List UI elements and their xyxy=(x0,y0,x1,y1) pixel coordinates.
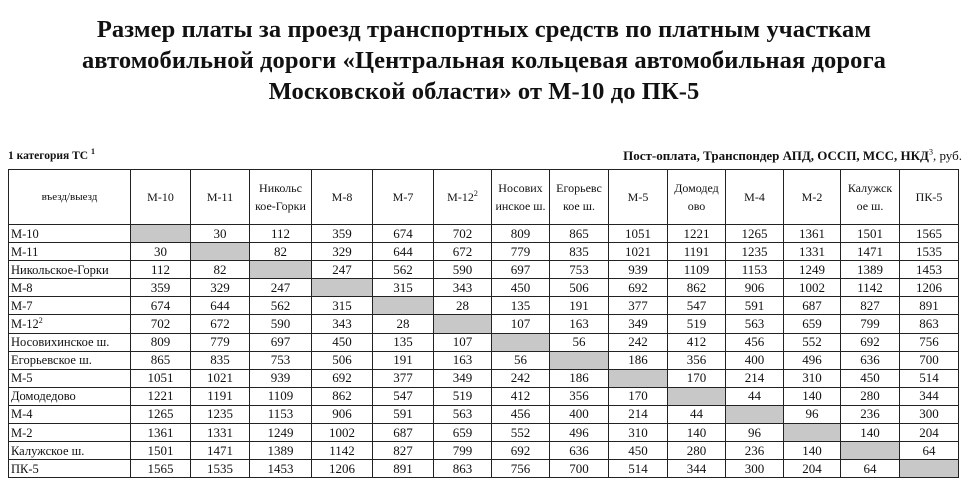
fare-cell: 906 xyxy=(312,405,373,423)
row-header-label: Домодедово xyxy=(11,389,76,404)
fare-cell: 140 xyxy=(784,387,841,405)
fare-cell: 865 xyxy=(550,225,609,243)
diagonal-cell xyxy=(841,442,900,460)
column-header-label: М-11 xyxy=(206,190,234,204)
fare-cell: 519 xyxy=(668,315,726,333)
fare-cell: 862 xyxy=(312,387,373,405)
table-row xyxy=(9,387,959,405)
fare-cell: 519 xyxy=(434,387,492,405)
diagonal-cell xyxy=(492,333,550,351)
fare-cell: 552 xyxy=(492,424,550,442)
fare-cell: 591 xyxy=(726,297,784,315)
row-header-label: М-8 xyxy=(11,280,33,295)
column-header-label: Никольс кое-Горки xyxy=(255,181,306,213)
fare-cell: 809 xyxy=(492,225,550,243)
row-header xyxy=(9,442,131,460)
column-header-label: М-2 xyxy=(801,190,823,204)
fare-cell: 891 xyxy=(900,297,959,315)
fare-cell: 247 xyxy=(250,279,312,297)
fare-cell: 1206 xyxy=(900,279,959,297)
fare-cell: 674 xyxy=(131,297,191,315)
fare-cell: 82 xyxy=(191,261,250,279)
fare-cell: 191 xyxy=(550,297,609,315)
fare-cell: 753 xyxy=(250,351,312,369)
fare-cell: 343 xyxy=(434,279,492,297)
fare-cell: 939 xyxy=(250,369,312,387)
fare-cell: 214 xyxy=(726,369,784,387)
column-header-footnote: 2 xyxy=(473,189,478,198)
fare-cell: 356 xyxy=(668,351,726,369)
fare-cell: 862 xyxy=(668,279,726,297)
fare-cell: 191 xyxy=(373,351,434,369)
table-row xyxy=(9,351,959,369)
fare-cell: 236 xyxy=(726,442,784,460)
row-header xyxy=(9,351,131,369)
fare-cell: 343 xyxy=(312,315,373,333)
fare-cell: 891 xyxy=(373,460,434,478)
fare-cell: 135 xyxy=(373,333,434,351)
column-header-label: М-5 xyxy=(627,190,649,204)
column-header-label: Домодед ово xyxy=(674,181,719,213)
diagonal-cell xyxy=(668,387,726,405)
fare-cell: 1002 xyxy=(312,424,373,442)
fare-cell: 1265 xyxy=(131,405,191,423)
fare-cell: 30 xyxy=(191,225,250,243)
vehicle-category xyxy=(8,147,95,162)
fare-cell: 1249 xyxy=(250,424,312,442)
fare-cell: 1109 xyxy=(668,261,726,279)
row-header-label: М-4 xyxy=(11,407,33,422)
column-header-label: М-12 xyxy=(447,190,474,204)
column-header xyxy=(784,170,841,225)
table-row xyxy=(9,261,959,279)
row-header xyxy=(9,279,131,297)
fare-cell: 496 xyxy=(550,424,609,442)
fare-cell: 1021 xyxy=(609,243,668,261)
row-header xyxy=(9,315,131,333)
fare-cell: 450 xyxy=(312,333,373,351)
row-header xyxy=(9,243,131,261)
category-label: 1 категория ТС xyxy=(8,150,89,162)
table-row xyxy=(9,333,959,351)
category-footnote: 1 xyxy=(90,147,95,157)
fare-cell: 835 xyxy=(550,243,609,261)
fare-cell: 242 xyxy=(492,369,550,387)
fare-cell: 1051 xyxy=(609,225,668,243)
fare-cell: 1153 xyxy=(726,261,784,279)
column-header xyxy=(131,170,191,225)
fare-cell: 1021 xyxy=(191,369,250,387)
row-header xyxy=(9,225,131,243)
fare-cell: 344 xyxy=(668,460,726,478)
column-header xyxy=(668,170,726,225)
row-header xyxy=(9,261,131,279)
diagonal-cell xyxy=(312,279,373,297)
fare-cell: 1565 xyxy=(900,225,959,243)
fare-cell: 140 xyxy=(668,424,726,442)
fare-cell: 809 xyxy=(131,333,191,351)
fare-cell: 552 xyxy=(784,333,841,351)
fare-cell: 140 xyxy=(784,442,841,460)
fare-cell: 1331 xyxy=(191,424,250,442)
fare-cell: 1535 xyxy=(900,243,959,261)
fare-cell: 692 xyxy=(609,279,668,297)
fare-cell: 140 xyxy=(841,424,900,442)
fare-cell: 107 xyxy=(492,315,550,333)
page-title xyxy=(0,14,968,107)
fare-cell: 563 xyxy=(726,315,784,333)
row-header xyxy=(9,387,131,405)
fare-cell: 412 xyxy=(668,333,726,351)
fare-cell: 64 xyxy=(900,442,959,460)
fare-cell: 514 xyxy=(900,369,959,387)
table-row xyxy=(9,315,959,333)
fare-cell: 700 xyxy=(550,460,609,478)
fare-cell: 310 xyxy=(609,424,668,442)
fare-cell: 547 xyxy=(373,387,434,405)
fare-cell: 590 xyxy=(434,261,492,279)
fare-cell: 1249 xyxy=(784,261,841,279)
fare-cell: 562 xyxy=(373,261,434,279)
column-header-label: М-4 xyxy=(744,190,765,204)
row-header xyxy=(9,405,131,423)
fare-cell: 697 xyxy=(250,333,312,351)
row-header-label: Носовихинское ш. xyxy=(11,335,110,350)
fare-cell: 280 xyxy=(841,387,900,405)
fare-cell: 163 xyxy=(550,315,609,333)
fare-cell: 547 xyxy=(668,297,726,315)
fare-cell: 1565 xyxy=(131,460,191,478)
fare-cell: 1002 xyxy=(784,279,841,297)
fare-cell: 644 xyxy=(373,243,434,261)
fare-cell: 242 xyxy=(609,333,668,351)
fare-cell: 906 xyxy=(726,279,784,297)
fare-cell: 939 xyxy=(609,261,668,279)
fare-cell: 591 xyxy=(373,405,434,423)
fare-cell: 82 xyxy=(250,243,312,261)
fare-cell: 112 xyxy=(250,225,312,243)
fare-cell: 659 xyxy=(784,315,841,333)
fare-cell: 300 xyxy=(726,460,784,478)
diagonal-cell xyxy=(434,315,492,333)
row-header xyxy=(9,297,131,315)
diagonal-cell xyxy=(373,297,434,315)
tariff-table xyxy=(8,169,959,478)
table-row xyxy=(9,243,959,261)
fare-cell: 1361 xyxy=(784,225,841,243)
table-header-row xyxy=(9,170,959,225)
row-header-label: М-12 xyxy=(11,317,39,332)
row-header-label: Калужское ш. xyxy=(11,443,85,458)
fare-cell: 236 xyxy=(841,405,900,423)
fare-cell: 1389 xyxy=(250,442,312,460)
fare-cell: 1142 xyxy=(841,279,900,297)
fare-cell: 96 xyxy=(784,405,841,423)
fare-cell: 186 xyxy=(550,369,609,387)
fare-cell: 310 xyxy=(784,369,841,387)
column-header-label: М-10 xyxy=(147,190,174,204)
table-row xyxy=(9,369,959,387)
fare-cell: 30 xyxy=(131,243,191,261)
fare-cell: 636 xyxy=(841,351,900,369)
fare-cell: 359 xyxy=(312,225,373,243)
diagonal-cell xyxy=(609,369,668,387)
fare-cell: 863 xyxy=(900,315,959,333)
fare-cell: 1535 xyxy=(191,460,250,478)
fare-cell: 779 xyxy=(191,333,250,351)
payment-unit: , руб. xyxy=(932,148,962,163)
title-line-1: Размер платы за проезд транспортных средств по платным участкам xyxy=(96,16,872,43)
fare-cell: 692 xyxy=(312,369,373,387)
fare-cell: 56 xyxy=(550,333,609,351)
fare-cell: 1221 xyxy=(668,225,726,243)
fare-cell: 702 xyxy=(131,315,191,333)
fare-cell: 214 xyxy=(609,405,668,423)
row-header-label: М-7 xyxy=(11,298,33,313)
fare-cell: 496 xyxy=(784,351,841,369)
diagonal-cell xyxy=(550,351,609,369)
fare-cell: 96 xyxy=(726,424,784,442)
fare-cell: 135 xyxy=(492,297,550,315)
column-header xyxy=(191,170,250,225)
payment-method xyxy=(623,148,962,164)
fare-cell: 700 xyxy=(900,351,959,369)
fare-cell: 44 xyxy=(668,405,726,423)
fare-cell: 865 xyxy=(131,351,191,369)
fare-cell: 356 xyxy=(550,387,609,405)
fare-cell: 590 xyxy=(250,315,312,333)
fare-cell: 400 xyxy=(550,405,609,423)
fare-cell: 692 xyxy=(492,442,550,460)
fare-cell: 412 xyxy=(492,387,550,405)
fare-cell: 687 xyxy=(373,424,434,442)
table-row xyxy=(9,424,959,442)
fare-cell: 562 xyxy=(250,297,312,315)
table-row xyxy=(9,279,959,297)
fare-cell: 163 xyxy=(434,351,492,369)
table-row xyxy=(9,405,959,423)
fare-cell: 64 xyxy=(841,460,900,478)
diagonal-cell xyxy=(191,243,250,261)
fare-cell: 112 xyxy=(131,261,191,279)
fare-cell: 756 xyxy=(900,333,959,351)
column-header xyxy=(550,170,609,225)
fare-cell: 697 xyxy=(492,261,550,279)
fare-cell: 672 xyxy=(434,243,492,261)
fare-cell: 204 xyxy=(784,460,841,478)
fare-cell: 659 xyxy=(434,424,492,442)
fare-cell: 28 xyxy=(434,297,492,315)
fare-cell: 692 xyxy=(841,333,900,351)
fare-cell: 1265 xyxy=(726,225,784,243)
fare-cell: 56 xyxy=(492,351,550,369)
fare-cell: 450 xyxy=(841,369,900,387)
column-header-label: Егорьевс кое ш. xyxy=(556,181,602,213)
diagonal-cell xyxy=(726,405,784,423)
column-header-label: Носових инское ш. xyxy=(495,181,546,213)
column-header-label: ПК-5 xyxy=(915,190,943,204)
title-line-3: Московской области» от М-10 до ПК-5 xyxy=(268,78,700,105)
row-header xyxy=(9,424,131,442)
fare-cell: 863 xyxy=(434,460,492,478)
fare-cell: 636 xyxy=(550,442,609,460)
fare-cell: 827 xyxy=(841,297,900,315)
fare-cell: 1191 xyxy=(668,243,726,261)
fare-cell: 506 xyxy=(312,351,373,369)
fare-cell: 1453 xyxy=(900,261,959,279)
diagonal-cell xyxy=(784,424,841,442)
fare-cell: 1142 xyxy=(312,442,373,460)
fare-cell: 1453 xyxy=(250,460,312,478)
fare-cell: 329 xyxy=(191,279,250,297)
fare-cell: 400 xyxy=(726,351,784,369)
column-header xyxy=(312,170,373,225)
fare-cell: 204 xyxy=(900,424,959,442)
fare-cell: 1221 xyxy=(131,387,191,405)
payment-label: Пост-оплата, Транспондер АПД, ОССП, МСС, НКД xyxy=(623,148,929,163)
payment-footnote: 3 xyxy=(928,147,933,157)
fare-cell: 247 xyxy=(312,261,373,279)
fare-cell: 450 xyxy=(609,442,668,460)
diagonal-cell xyxy=(250,261,312,279)
row-header-label: Егорьевское ш. xyxy=(11,353,92,368)
fare-cell: 799 xyxy=(841,315,900,333)
fare-cell: 835 xyxy=(191,351,250,369)
fare-cell: 1235 xyxy=(726,243,784,261)
row-header-label: М-5 xyxy=(11,371,33,386)
row-header xyxy=(9,369,131,387)
fare-cell: 344 xyxy=(900,387,959,405)
fare-cell: 1361 xyxy=(131,424,191,442)
fare-cell: 753 xyxy=(550,261,609,279)
fare-cell: 44 xyxy=(726,387,784,405)
row-header-label: ПК-5 xyxy=(11,461,39,476)
column-header-label: Калужск ое ш. xyxy=(847,181,893,213)
diagonal-cell xyxy=(131,225,191,243)
fare-cell: 563 xyxy=(434,405,492,423)
diagonal-cell xyxy=(900,460,959,478)
row-header-label: М-10 xyxy=(11,226,39,241)
fare-cell: 506 xyxy=(550,279,609,297)
fare-cell: 1109 xyxy=(250,387,312,405)
table-row xyxy=(9,442,959,460)
title-line-2: автомобильной дороги «Центральная кольцевая автомобильная дорога xyxy=(81,47,887,74)
fare-cell: 687 xyxy=(784,297,841,315)
fare-cell: 170 xyxy=(668,369,726,387)
fare-cell: 1471 xyxy=(191,442,250,460)
corner-header: въезд/выезд xyxy=(9,170,131,225)
row-header-footnote: 2 xyxy=(38,315,43,325)
fare-cell: 456 xyxy=(492,405,550,423)
table-row xyxy=(9,225,959,243)
fare-cell: 186 xyxy=(609,351,668,369)
fare-cell: 672 xyxy=(191,315,250,333)
column-header xyxy=(900,170,959,225)
fare-cell: 300 xyxy=(900,405,959,423)
fare-cell: 1471 xyxy=(841,243,900,261)
fare-cell: 1331 xyxy=(784,243,841,261)
fare-cell: 377 xyxy=(373,369,434,387)
table-row xyxy=(9,460,959,478)
fare-cell: 1235 xyxy=(191,405,250,423)
fare-cell: 702 xyxy=(434,225,492,243)
column-header xyxy=(250,170,312,225)
column-header xyxy=(434,170,492,225)
fare-cell: 1501 xyxy=(841,225,900,243)
row-header-label: М-11 xyxy=(11,244,39,259)
row-header xyxy=(9,333,131,351)
fare-cell: 1389 xyxy=(841,261,900,279)
fare-cell: 359 xyxy=(131,279,191,297)
fare-cell: 28 xyxy=(373,315,434,333)
fare-cell: 514 xyxy=(609,460,668,478)
fare-cell: 779 xyxy=(492,243,550,261)
column-header xyxy=(726,170,784,225)
fare-cell: 644 xyxy=(191,297,250,315)
row-header-label: Никольское-Горки xyxy=(11,262,109,277)
column-header xyxy=(492,170,550,225)
column-header-label: М-8 xyxy=(331,190,353,204)
fare-cell: 315 xyxy=(312,297,373,315)
fare-cell: 1206 xyxy=(312,460,373,478)
fare-cell: 315 xyxy=(373,279,434,297)
fare-cell: 456 xyxy=(726,333,784,351)
fare-cell: 1051 xyxy=(131,369,191,387)
row-header-label: М-2 xyxy=(11,425,33,440)
fare-cell: 827 xyxy=(373,442,434,460)
fare-cell: 349 xyxy=(434,369,492,387)
fare-cell: 170 xyxy=(609,387,668,405)
fare-cell: 674 xyxy=(373,225,434,243)
fare-cell: 349 xyxy=(609,315,668,333)
column-header xyxy=(373,170,434,225)
column-header-label: М-7 xyxy=(392,190,414,204)
fare-cell: 450 xyxy=(492,279,550,297)
row-header xyxy=(9,460,131,478)
fare-cell: 1153 xyxy=(250,405,312,423)
fare-cell: 280 xyxy=(668,442,726,460)
fare-cell: 799 xyxy=(434,442,492,460)
column-header xyxy=(841,170,900,225)
table-row xyxy=(9,297,959,315)
column-header xyxy=(609,170,668,225)
fare-cell: 329 xyxy=(312,243,373,261)
fare-cell: 1501 xyxy=(131,442,191,460)
fare-cell: 1191 xyxy=(191,387,250,405)
fare-cell: 756 xyxy=(492,460,550,478)
fare-cell: 107 xyxy=(434,333,492,351)
fare-cell: 377 xyxy=(609,297,668,315)
